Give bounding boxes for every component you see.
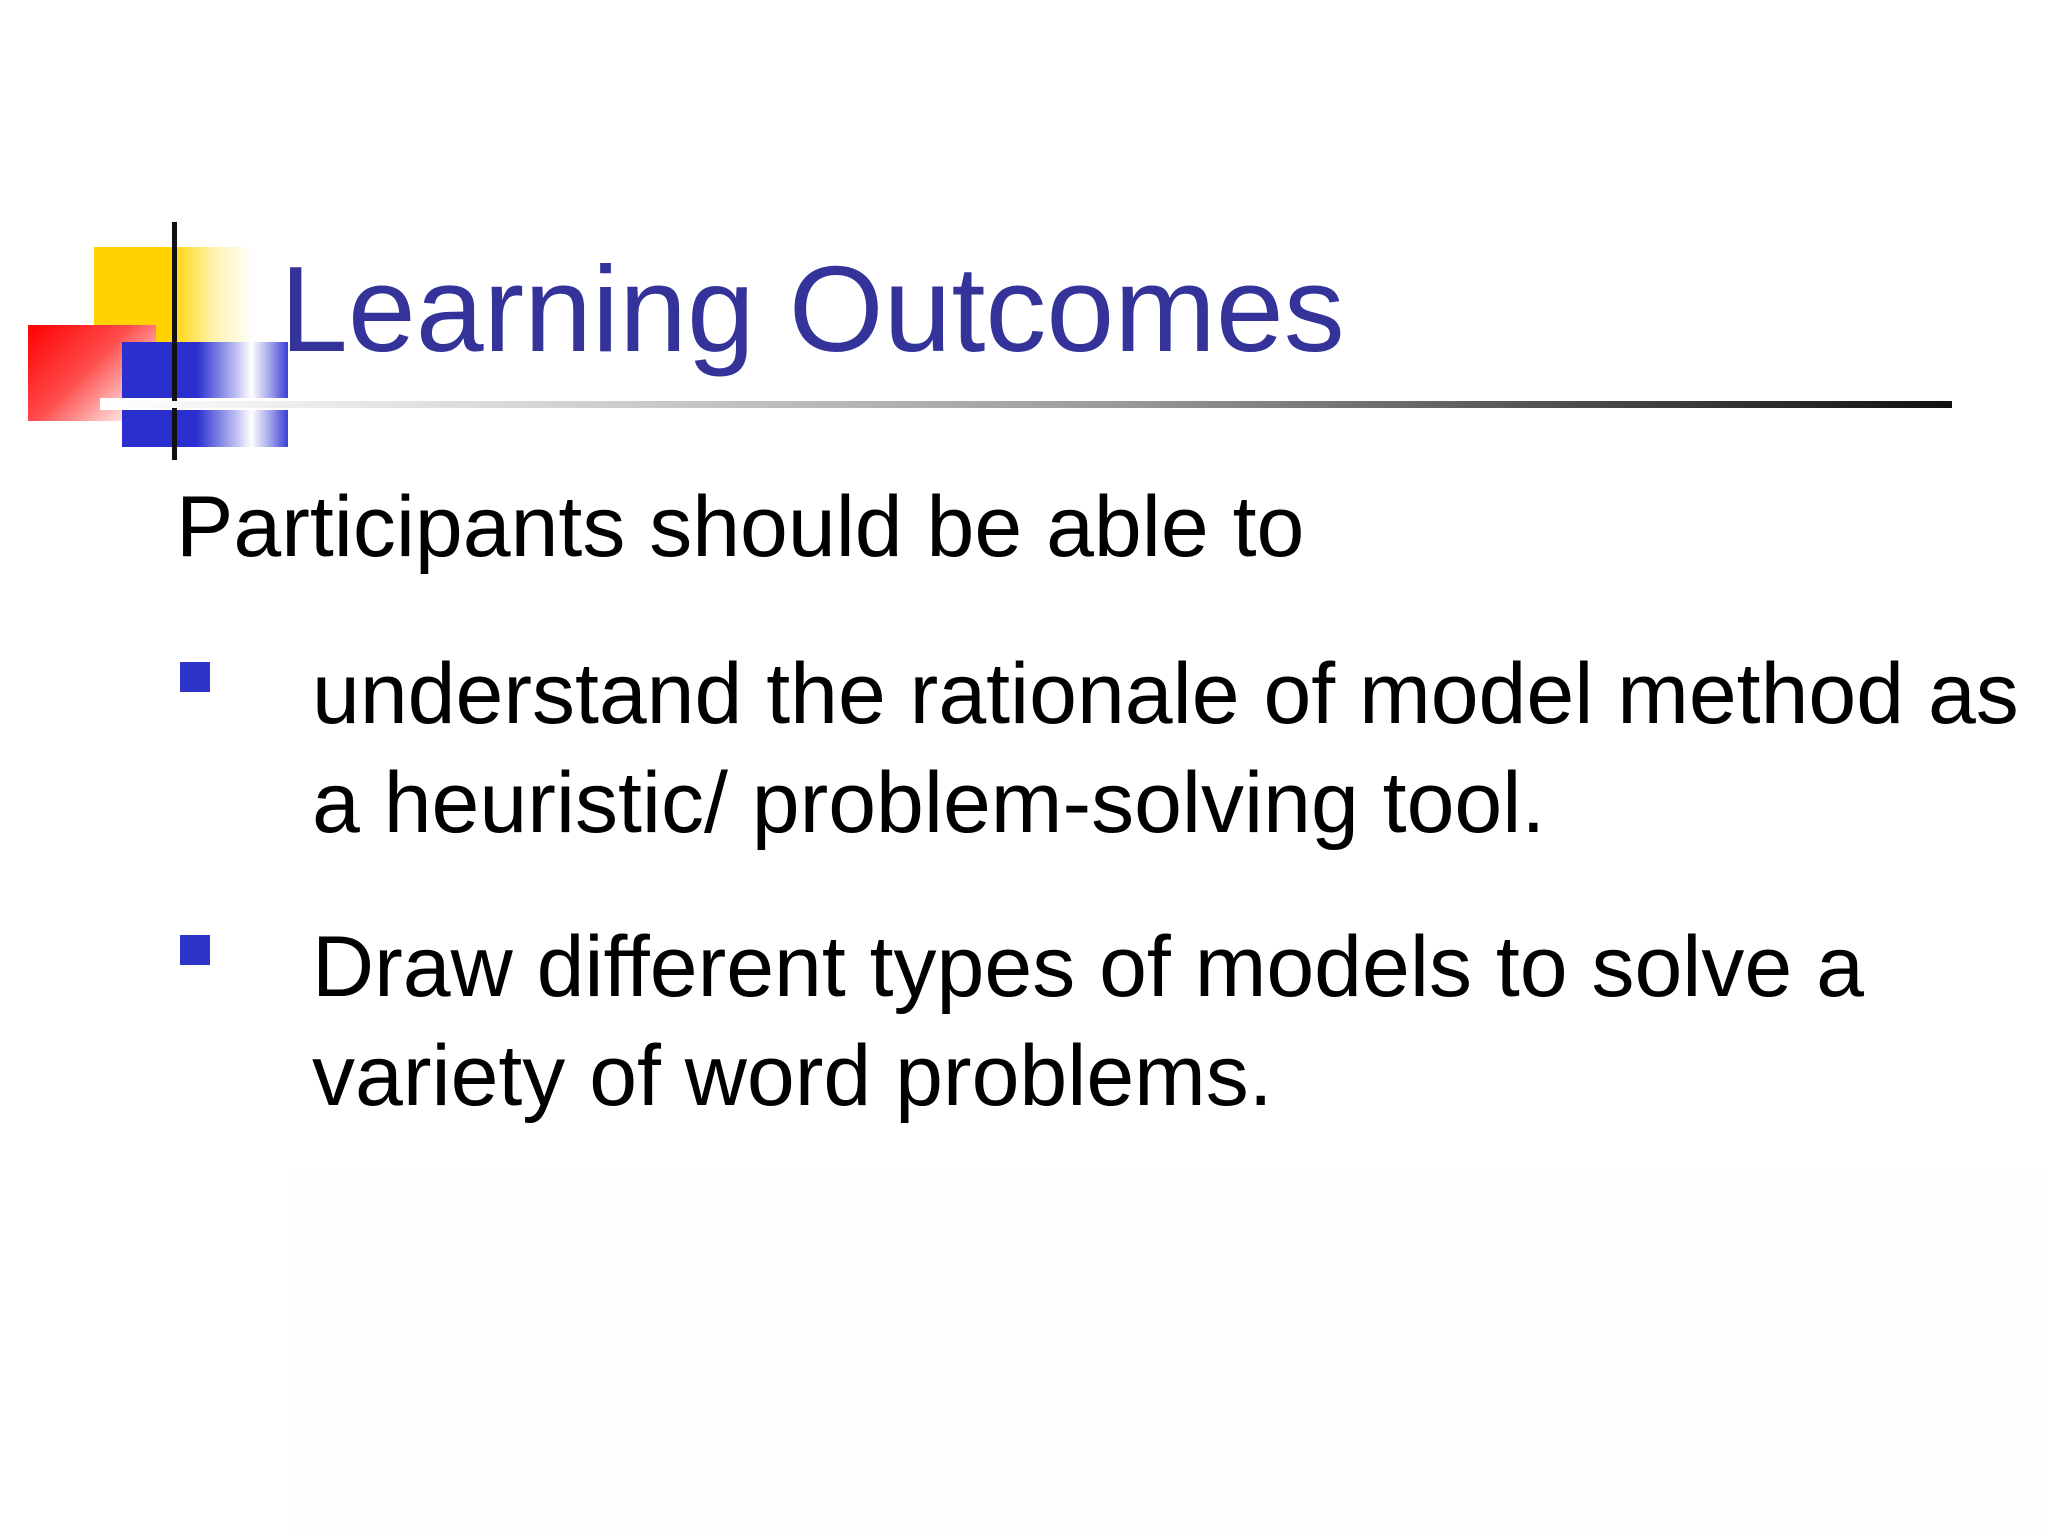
square-bullet-icon: [180, 935, 210, 965]
vertical-line-decoration: [172, 222, 177, 460]
intro-text: Participants should be able to: [176, 479, 1305, 575]
bullet-text: understand the rationale of model method as a heuristic/ problem-solving tool.: [312, 646, 2019, 851]
bullet-text: Draw different types of models to solve a variety of word problems.: [312, 919, 1864, 1124]
slide-title: Learning Outcomes: [280, 241, 1345, 377]
title-underline-rule: [100, 401, 1952, 408]
background-panel: [290, 1170, 2048, 1536]
square-bullet-icon: [180, 662, 210, 692]
blue-square-decoration: [122, 342, 288, 447]
